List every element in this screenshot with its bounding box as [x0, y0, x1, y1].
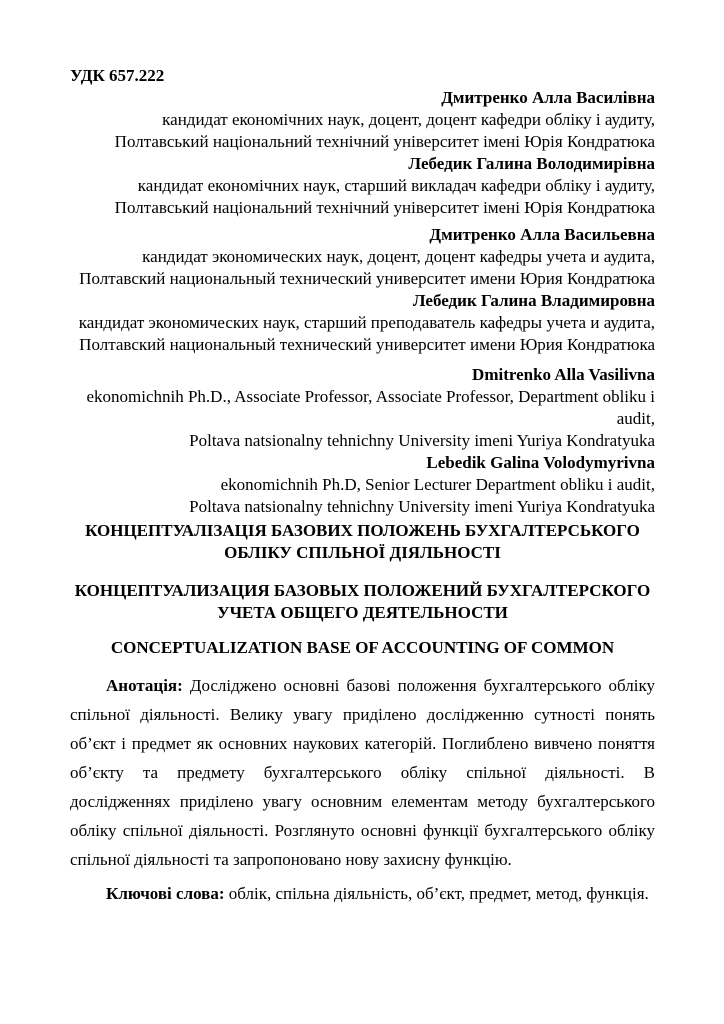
author-name: Лебедик Галина Владимировна [412, 291, 655, 310]
author-degree: кандидат економічних наук, старший викладач кафедри обліку і аудиту, [137, 176, 655, 195]
article-title-english [70, 637, 655, 659]
author-name: Дмитренко Алла Васильевна [429, 225, 655, 244]
authors-block-russian [70, 224, 655, 356]
author-name: Lebedik Galina Volodymyrivna [426, 453, 655, 472]
author-name: Dmitrenko Alla Vasilivna [472, 365, 655, 384]
author-degree: ekonomichnih Ph.D, Senior Lecturer Department obliku i audit, [220, 475, 655, 494]
author-degree: кандидат економічних наук, доцент, доцент кафедри обліку і аудиту, [162, 110, 655, 129]
author-degree: ekonomichnih Ph.D., Associate Professor, Associate Professor, Department obliku i audit, [86, 387, 655, 428]
keywords-label: Ключові слова: [106, 884, 225, 903]
abstract-label: Анотація: [106, 676, 183, 695]
author-affiliation: Полтавський національний технічний університет імені Юрія Кондратюка [114, 198, 655, 217]
author-affiliation: Полтавський національний технічний університет імені Юрія Кондратюка [114, 132, 655, 151]
article-title-ukrainian [70, 520, 655, 564]
author-affiliation: Poltava natsionalny tehnichny University imeni Yuriya Kondratyuka [189, 497, 655, 516]
abstract-paragraph [70, 671, 655, 874]
author-degree: кандидат экономических наук, старший преподаватель кафедры учета и аудита, [78, 313, 655, 332]
author-affiliation: Полтавский национальный технический университет имени Юрия Кондратюка [79, 335, 655, 354]
keywords-paragraph [70, 884, 655, 904]
author-affiliation: Полтавский национальный технический университет имени Юрия Кондратюка [79, 269, 655, 288]
author-affiliation: Poltava natsionalny tehnichny University imeni Yuriya Kondratyuka [189, 431, 655, 450]
title-line: КОНЦЕПТУАЛІЗАЦІЯ БАЗОВИХ ПОЛОЖЕНЬ БУХГАЛТЕРСЬКОГО [85, 521, 640, 540]
udc-code: УДК 657.222 [70, 66, 165, 85]
authors-block-ukrainian [70, 87, 655, 219]
authors-block-english [70, 364, 655, 518]
abstract-text: Досліджено основні базові положення бухгалтерського обліку спільної діяльності. Велику увагу приділено дослідженню сутності понять об’єкт і предмет як основних наукових категорій. Поглиблено вивчено поняття об’єкту та предмету бухгалтерського обліку спільної діяльності. В дослідженнях приділено увагу основним елементам методу бухгалтерського обліку спільної діяльності. Розглянуто основні функції бухгалтерського обліку спільної діяльності та запропоновано нову захисну функцію. [70, 676, 656, 869]
keywords-text: облік, спільна діяльність, об’єкт, предмет, метод, функція. [228, 884, 649, 903]
author-name: Лебедик Галина Володимирівна [408, 154, 655, 173]
title-line: CONCEPTUALIZATION BASE OF ACCOUNTING OF COMMON [110, 638, 615, 657]
title-line: КОНЦЕПТУАЛИЗАЦИЯ БАЗОВЫХ ПОЛОЖЕНИЙ БУХГАЛТЕРСКОГО [74, 581, 651, 600]
title-line: УЧЕТА ОБЩЕГО ДЕЯТЕЛЬНОСТИ [217, 603, 508, 622]
author-degree: кандидат экономических наук, доцент, доцент кафедры учета и аудита, [142, 247, 655, 266]
article-title-russian [70, 580, 655, 624]
author-name: Дмитренко Алла Василівна [441, 88, 655, 107]
title-line: ОБЛІКУ СПІЛЬНОЇ ДІЯЛЬНОСТІ [224, 543, 501, 562]
